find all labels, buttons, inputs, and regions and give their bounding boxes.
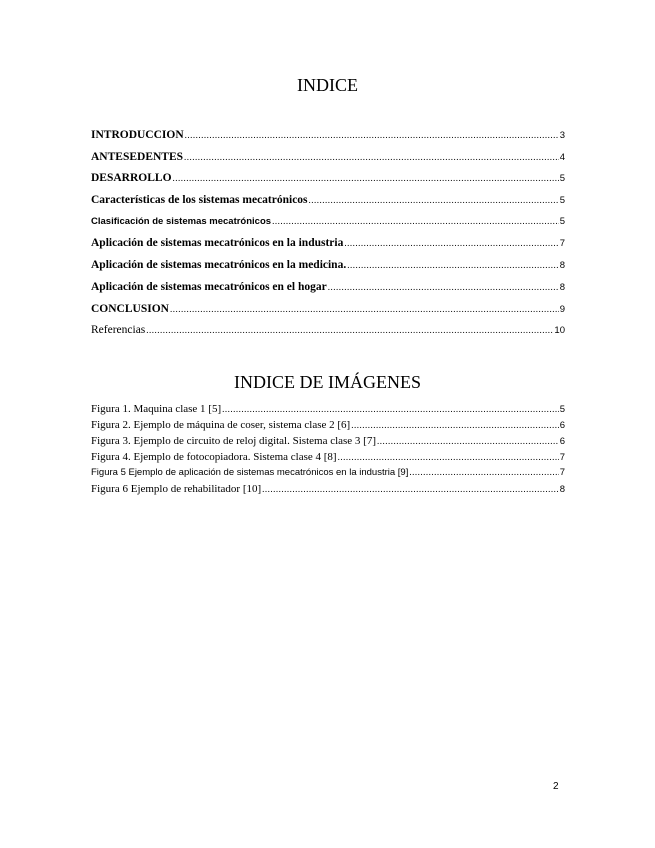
figure-entry-1[interactable] xyxy=(91,403,565,419)
figure-entry-label: Figura 5 Ejemplo de aplicación de sistemas mecatrónicos en la industria [9] xyxy=(91,467,409,478)
toc-entry-desarrollo[interactable] xyxy=(91,172,565,194)
dot-leader xyxy=(185,130,559,140)
toc-entry-label: Aplicación de sistemas mecatrónicos en el hogar xyxy=(91,280,327,293)
dot-leader xyxy=(272,216,559,226)
toc-entry-label: DESARROLLO xyxy=(91,172,172,185)
toc-title: INDICE xyxy=(297,75,358,95)
toc-entry-label: Clasificación de sistemas mecatrónicos xyxy=(91,215,272,227)
dot-leader xyxy=(262,484,559,494)
dot-leader xyxy=(170,304,559,314)
dot-leader xyxy=(344,238,558,248)
toc-entry-label: ANTESEDENTES xyxy=(91,150,184,163)
toc-entry-page: 4 xyxy=(559,151,565,163)
toc-entry-referencias[interactable] xyxy=(91,324,565,346)
toc-entry-page: 8 xyxy=(559,281,565,293)
toc-entry-page: 8 xyxy=(559,260,565,272)
figures-index-title: INDICE DE IMÁGENES xyxy=(234,372,421,392)
toc-entry-page: 9 xyxy=(559,303,565,315)
dot-leader xyxy=(347,260,558,270)
dot-leader xyxy=(146,325,553,335)
figure-entry-label: Figura 6 Ejemplo de rehabilitador [10] xyxy=(91,483,262,495)
figure-entry-page: 6 xyxy=(559,436,565,447)
toc-entry-page: 10 xyxy=(554,325,565,337)
toc-entry-page: 5 xyxy=(559,215,565,227)
toc-list xyxy=(91,129,565,346)
dot-leader xyxy=(222,404,559,414)
toc-entry-caracteristicas[interactable] xyxy=(91,194,565,216)
toc-entry-page: 7 xyxy=(559,238,565,250)
dot-leader xyxy=(351,420,558,430)
toc-entry-clasificacion[interactable] xyxy=(91,216,565,238)
toc-entry-page: 3 xyxy=(559,130,565,141)
toc-entry-conclusion[interactable] xyxy=(91,303,565,325)
toc-entry-page: 5 xyxy=(559,173,565,185)
figures-list xyxy=(91,403,565,499)
toc-entry-aplicacion-industria[interactable] xyxy=(91,237,565,259)
toc-entry-label: Características de los sistemas mecatrónicos xyxy=(91,194,308,207)
figure-entry-5[interactable] xyxy=(91,467,565,483)
toc-entry-label: CONCLUSION xyxy=(91,302,169,315)
dot-leader xyxy=(377,436,559,446)
figure-entry-label: Figura 2. Ejemplo de máquina de coser, sistema clase 2 [6] xyxy=(91,419,351,431)
figure-entry-6[interactable] xyxy=(91,483,565,499)
dot-leader xyxy=(328,282,559,292)
figure-entry-page: 7 xyxy=(559,452,565,463)
figure-entry-label: Figura 3. Ejemplo de circuito de reloj digital. Sistema clase 3 [7] xyxy=(91,435,377,447)
dot-leader xyxy=(338,452,559,462)
toc-entry-label: INTRODUCCION xyxy=(91,129,184,141)
figure-entry-page: 5 xyxy=(559,404,565,415)
toc-entry-introduccion[interactable] xyxy=(91,129,565,151)
toc-entry-label: Aplicación de sistemas mecatrónicos en la industria xyxy=(91,237,344,250)
toc-entry-aplicacion-medicina[interactable] xyxy=(91,259,565,281)
dot-leader xyxy=(173,173,559,183)
figure-entry-label: Figura 1. Maquina clase 1 [5] xyxy=(91,403,222,415)
figure-entry-page: 7 xyxy=(559,467,565,478)
toc-entry-label: Referencias xyxy=(91,324,146,337)
dot-leader xyxy=(409,467,558,477)
figure-entry-2[interactable] xyxy=(91,419,565,435)
figure-entry-4[interactable] xyxy=(91,451,565,467)
figure-entry-page: 8 xyxy=(559,484,565,495)
toc-entry-page: 5 xyxy=(559,195,565,207)
dot-leader xyxy=(184,152,559,162)
dot-leader xyxy=(309,195,559,205)
figure-entry-label: Figura 4. Ejemplo de fotocopiadora. Sistema clase 4 [8] xyxy=(91,451,337,463)
figure-entry-page: 6 xyxy=(559,420,565,431)
toc-entry-aplicacion-hogar[interactable] xyxy=(91,281,565,303)
page-number: 2 xyxy=(553,781,559,792)
toc-entry-antesedentes[interactable] xyxy=(91,151,565,173)
figure-entry-3[interactable] xyxy=(91,435,565,451)
toc-entry-label: Aplicación de sistemas mecatrónicos en la medicina. xyxy=(91,259,347,272)
